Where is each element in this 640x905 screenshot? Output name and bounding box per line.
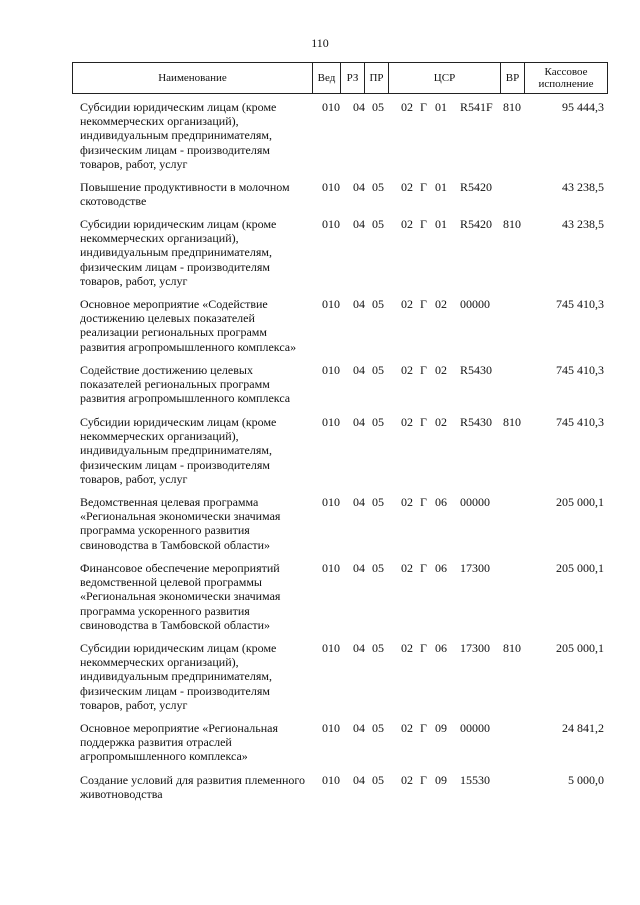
header-rz: РЗ: [341, 63, 365, 93]
row-csr3: 01: [435, 217, 447, 231]
row-name: Субсидии юридическим лицам (кроме некоммерческих организаций), индивидуальным предпринимателям, физическим лицам - производителям товаров, работ, услуг: [80, 217, 277, 288]
table-row: [0, 415, 640, 486]
row-sum: 95 444,3: [562, 100, 604, 114]
row-name: Создание условий для развития племенного животноводства: [80, 773, 306, 802]
row-vr: 810: [503, 641, 521, 655]
row-csr3: 01: [435, 100, 447, 114]
row-csr1: 02: [401, 297, 413, 311]
row-name: Основное мероприятие «Содействие достижению целевых показателей реализации региональных программ развития агропромышленного комплекса»: [80, 297, 297, 354]
row-csr1: 02: [401, 721, 413, 735]
row-ved: 010: [322, 363, 340, 377]
row-csr3: 01: [435, 180, 447, 194]
row-pr: 05: [372, 415, 384, 429]
header-vr: ВР: [501, 63, 525, 93]
row-csr2: Г: [420, 415, 427, 429]
row-pr: 05: [372, 180, 384, 194]
row-rz: 04: [353, 641, 365, 655]
row-csr1: 02: [401, 415, 413, 429]
header-pr: ПР: [365, 63, 389, 93]
row-csr1: 02: [401, 641, 413, 655]
row-name: Финансовое обеспечение мероприятий ведомственной целевой программы «Региональная экономически значимая программа ускоренного развития свиноводства в Тамбовской области»: [80, 561, 281, 632]
table-row: [0, 561, 640, 632]
row-csr4: 17300: [460, 641, 490, 655]
row-pr: 05: [372, 721, 384, 735]
table-row: [0, 100, 640, 171]
row-csr1: 02: [401, 100, 413, 114]
table-body: [0, 100, 640, 810]
header-csr: ЦСР: [389, 63, 501, 93]
row-csr2: Г: [420, 297, 427, 311]
row-csr2: Г: [420, 100, 427, 114]
row-csr4: R5420: [460, 217, 493, 231]
row-sum: 205 000,1: [556, 495, 604, 509]
row-csr1: 02: [401, 217, 413, 231]
row-pr: 05: [372, 100, 384, 114]
row-rz: 04: [353, 721, 365, 735]
table-row: [0, 641, 640, 712]
row-sum: 24 841,2: [562, 721, 604, 735]
header-sum: Кассовое исполнение: [538, 66, 594, 90]
row-csr4: 00000: [460, 297, 490, 311]
row-csr4: 00000: [460, 721, 490, 735]
row-name: Повышение продуктивности в молочном скотоводстве: [80, 180, 290, 209]
row-csr4: R541F: [460, 100, 493, 114]
row-csr2: Г: [420, 561, 427, 575]
row-name: Ведомственная целевая программа «Региональная экономически значимая программа ускоренного развития свиноводства в Тамбовской области»: [80, 495, 281, 552]
row-csr1: 02: [401, 773, 413, 787]
row-csr4: 17300: [460, 561, 490, 575]
row-csr4: R5430: [460, 363, 493, 377]
table-row: [0, 180, 640, 208]
row-sum: 745 410,3: [556, 363, 604, 377]
row-csr3: 02: [435, 297, 447, 311]
row-pr: 05: [372, 297, 384, 311]
row-ved: 010: [322, 297, 340, 311]
row-pr: 05: [372, 641, 384, 655]
row-rz: 04: [353, 773, 365, 787]
row-name: Субсидии юридическим лицам (кроме некоммерческих организаций), индивидуальным предпринимателям, физическим лицам - производителям товаров, работ, услуг: [80, 100, 277, 171]
table-row: [0, 495, 640, 552]
row-sum: 205 000,1: [556, 641, 604, 655]
row-ved: 010: [322, 495, 340, 509]
row-csr1: 02: [401, 363, 413, 377]
row-sum: 205 000,1: [556, 561, 604, 575]
row-ved: 010: [322, 773, 340, 787]
row-sum: 43 238,5: [562, 180, 604, 194]
table-row: [0, 721, 640, 764]
row-ved: 010: [322, 217, 340, 231]
header-name: Наименование: [73, 63, 313, 93]
row-csr2: Г: [420, 363, 427, 377]
row-csr3: 06: [435, 561, 447, 575]
row-vr: 810: [503, 217, 521, 231]
row-rz: 04: [353, 415, 365, 429]
row-csr2: Г: [420, 180, 427, 194]
row-ved: 010: [322, 415, 340, 429]
row-sum: 745 410,3: [556, 297, 604, 311]
row-pr: 05: [372, 363, 384, 377]
row-sum: 43 238,5: [562, 217, 604, 231]
row-ved: 010: [322, 561, 340, 575]
row-ved: 010: [322, 721, 340, 735]
row-pr: 05: [372, 217, 384, 231]
row-csr4: 15530: [460, 773, 490, 787]
row-sum: 745 410,3: [556, 415, 604, 429]
row-rz: 04: [353, 561, 365, 575]
table-row: [0, 363, 640, 406]
row-ved: 010: [322, 641, 340, 655]
row-csr2: Г: [420, 641, 427, 655]
row-sum: 5 000,0: [568, 773, 604, 787]
row-rz: 04: [353, 217, 365, 231]
row-rz: 04: [353, 495, 365, 509]
row-rz: 04: [353, 363, 365, 377]
row-rz: 04: [353, 180, 365, 194]
row-csr2: Г: [420, 773, 427, 787]
row-vr: 810: [503, 100, 521, 114]
row-pr: 05: [372, 561, 384, 575]
row-name: Содействие достижению целевых показателей региональных программ развития агропромышленного комплекса: [80, 363, 291, 406]
table-header: [72, 62, 608, 94]
row-vr: 810: [503, 415, 521, 429]
row-csr4: 00000: [460, 495, 490, 509]
row-pr: 05: [372, 495, 384, 509]
row-csr3: 09: [435, 773, 447, 787]
row-csr2: Г: [420, 217, 427, 231]
row-ved: 010: [322, 100, 340, 114]
table-row: [0, 297, 640, 354]
row-csr4: R5430: [460, 415, 493, 429]
row-csr3: 09: [435, 721, 447, 735]
row-csr1: 02: [401, 180, 413, 194]
row-csr3: 06: [435, 641, 447, 655]
row-name: Субсидии юридическим лицам (кроме некоммерческих организаций), индивидуальным предпринимателям, физическим лицам - производителям товаров, работ, услуг: [80, 415, 277, 486]
row-pr: 05: [372, 773, 384, 787]
row-name: Субсидии юридическим лицам (кроме некоммерческих организаций), индивидуальным предпринимателям, физическим лицам - производителям товаров, работ, услуг: [80, 641, 277, 712]
row-csr1: 02: [401, 495, 413, 509]
row-csr3: 06: [435, 495, 447, 509]
row-rz: 04: [353, 297, 365, 311]
page-number: 110: [311, 36, 329, 50]
row-csr3: 02: [435, 363, 447, 377]
row-csr2: Г: [420, 495, 427, 509]
row-csr2: Г: [420, 721, 427, 735]
row-ved: 010: [322, 180, 340, 194]
header-ved: Вед: [313, 63, 341, 93]
table-row: [0, 773, 640, 801]
table-row: [0, 217, 640, 288]
row-csr1: 02: [401, 561, 413, 575]
row-name: Основное мероприятие «Региональная поддержка развития отраслей агропромышленного комплекса»: [80, 721, 279, 764]
row-csr3: 02: [435, 415, 447, 429]
row-rz: 04: [353, 100, 365, 114]
row-csr4: R5420: [460, 180, 493, 194]
